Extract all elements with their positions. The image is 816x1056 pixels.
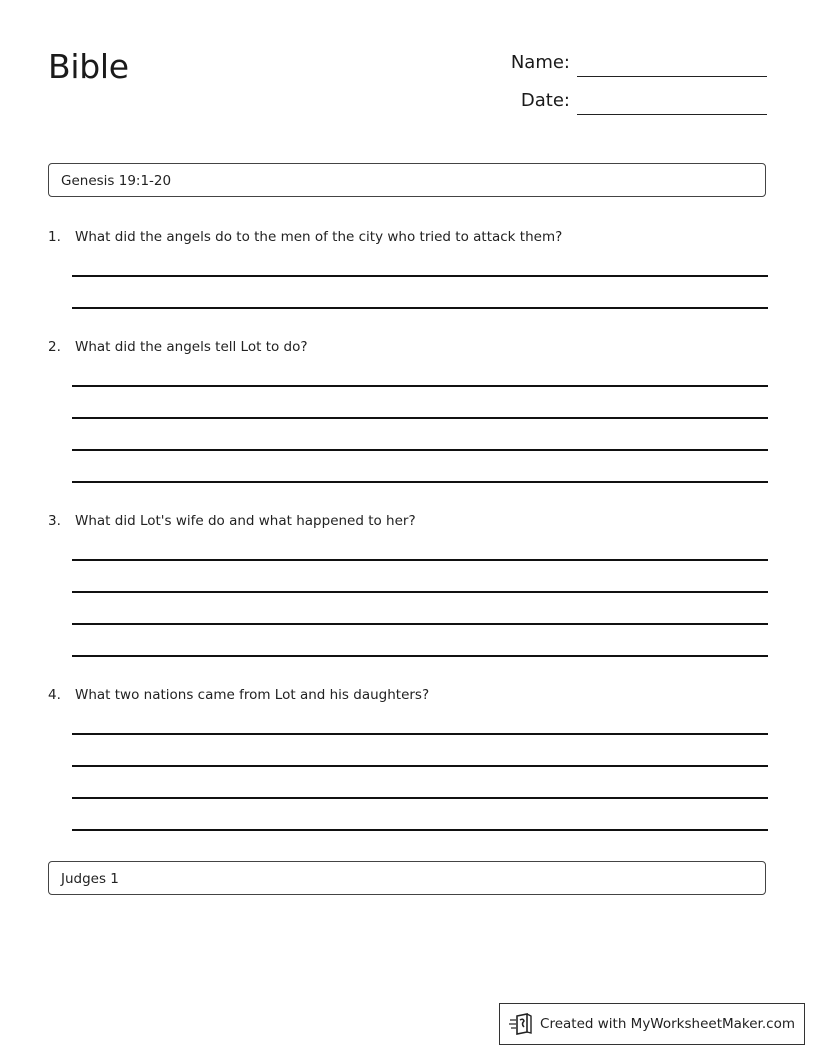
question-text: What did the angels do to the men of the city who tried to attack them? xyxy=(75,229,563,245)
answer-line[interactable] xyxy=(72,623,768,625)
answer-line[interactable] xyxy=(72,655,768,657)
footer-text: Created with MyWorksheetMaker.com xyxy=(540,1016,795,1032)
worksheet-title: Bible xyxy=(48,47,129,86)
question-text: What did the angels tell Lot to do? xyxy=(75,339,308,355)
section-header-judges: Judges 1 xyxy=(48,861,766,895)
question-number: 2. xyxy=(48,339,61,355)
answer-line[interactable] xyxy=(72,591,768,593)
answer-line[interactable] xyxy=(72,829,768,831)
answer-line[interactable] xyxy=(72,797,768,799)
answer-line[interactable] xyxy=(72,481,768,483)
question-number: 1. xyxy=(48,229,61,245)
date-field-line[interactable] xyxy=(577,114,767,115)
question-4 xyxy=(48,687,768,703)
answer-line[interactable] xyxy=(72,307,768,309)
answer-line[interactable] xyxy=(72,449,768,451)
question-2 xyxy=(48,339,768,355)
question-number: 3. xyxy=(48,513,61,529)
name-field-line[interactable] xyxy=(577,76,767,77)
question-1 xyxy=(48,229,768,245)
footer-credit[interactable] xyxy=(499,1003,805,1045)
question-text: What did Lot's wife do and what happened to her? xyxy=(75,513,416,529)
question-3 xyxy=(48,513,768,529)
answer-line[interactable] xyxy=(72,275,768,277)
answer-line[interactable] xyxy=(72,559,768,561)
book-logo-icon xyxy=(509,1013,533,1035)
answer-line[interactable] xyxy=(72,417,768,419)
answer-line[interactable] xyxy=(72,733,768,735)
answer-line[interactable] xyxy=(72,385,768,387)
section-header-genesis: Genesis 19:1-20 xyxy=(48,163,766,197)
question-text: What two nations came from Lot and his daughters? xyxy=(75,687,430,703)
date-label: Date: xyxy=(520,90,570,111)
answer-line[interactable] xyxy=(72,765,768,767)
question-number: 4. xyxy=(48,687,61,703)
name-label: Name: xyxy=(510,52,570,73)
